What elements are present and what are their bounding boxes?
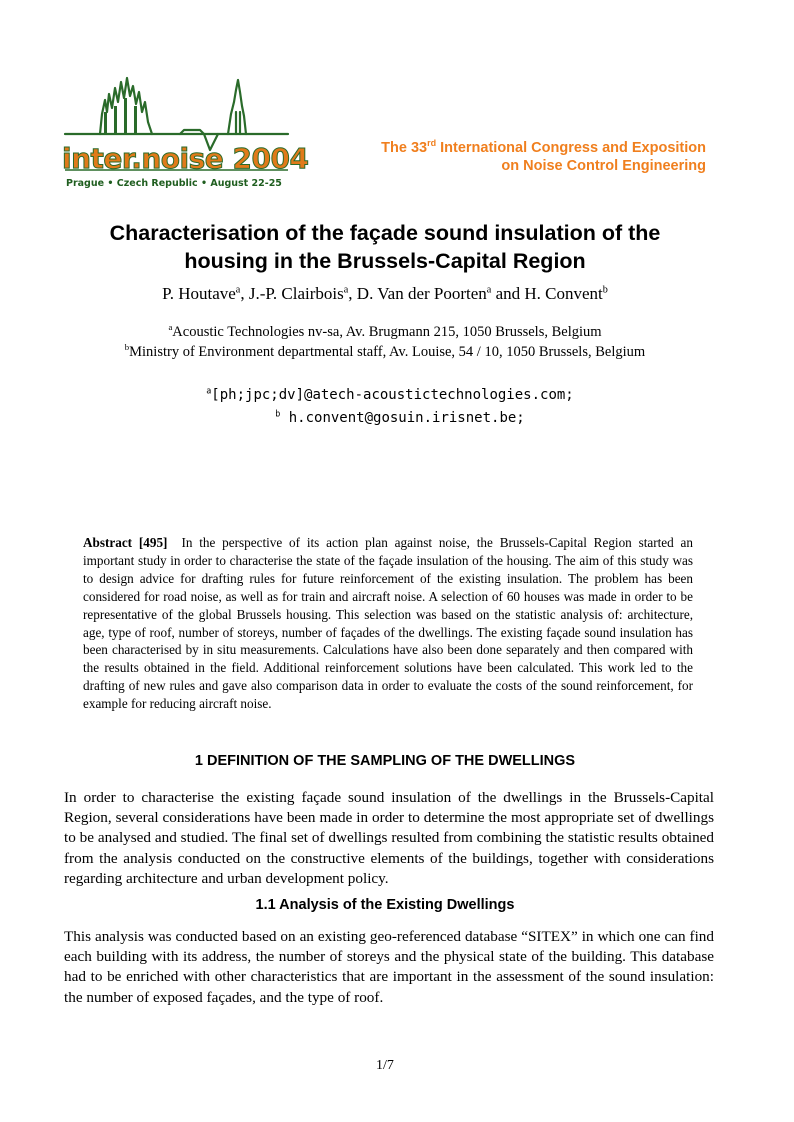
- prague-skyline-icon: [60, 72, 296, 194]
- page-number: 1/7: [376, 1058, 394, 1073]
- email: $^a$[ph;jpc;dv]@atech-acoustictechnologies.com;: [206, 385, 574, 403]
- abstract: [83, 534, 693, 713]
- section-heading: 1 DEFINITION OF THE SAMPLING OF THE DWELLINGS: [194, 753, 576, 769]
- abstract-label: Abstract [495]: [83, 535, 168, 550]
- affiliation: $^b$Ministry of Environment departmental staff, Av. Louise, 54 / 10, 1050 Brussels, Belgium: [124, 342, 646, 360]
- subsection-heading: 1.1 Analysis of the Existing Dwellings: [255, 897, 515, 913]
- congress-line-2: on Noise Control Engineering: [501, 158, 706, 174]
- affiliations: [40, 322, 730, 362]
- logo-wordmark: inter.noise 2004: [62, 142, 309, 175]
- author: D. Van der Poorten$^a$: [356, 284, 492, 303]
- author: H. Convent$^b$: [524, 284, 608, 303]
- abstract-text: In the perspective of its action plan against noise, the Brussels-Capital Region started an important study in order to characterise the state of the façade insulation of the housing. The aim of this study was to design advice for drafting rules for future reinforcement of the existing insulation. The problem has been considered for road noise, as well as for train and aircraft noise. A selection of 60 houses was made in order to be representative of the global Brussels housing. This selection was based on the statistic analysis of: architecture, age, type of roof, number of storeys, number of façades of the dwellings. The existing façade sound insulation has been characterised by in situ measurements. Calculations have also been done separately and then compared with the results obtained in the field. Additional reinforcement solutions have been calculated. This work led to the drafting of new rules and gave also comparison data in order to evaluate the costs of the sound reinforcement, for example for reducing aircraft noise.: [83, 535, 693, 712]
- subsection-paragraph: This analysis was conducted based on an existing geo-referenced database “SITEX” in which one can find each building with its address, the number of storeys and the physical state of the building. This database had to be enriched with other characteristics that are important in the assessment of the sound insulation: the number of exposed façades, and the type of roof.: [64, 928, 714, 1006]
- author: P. Houtave$^a$: [162, 284, 241, 303]
- conference-logo: [60, 72, 309, 194]
- congress-header: [381, 139, 706, 175]
- logo-tagline: Prague • Czech Republic • August 22-25: [66, 178, 282, 189]
- section-paragraph: In order to characterise the existing façade sound insulation of the dwellings in the Brussels-Capital Region, several considerations have been made in order to determine the most appropriate set of dwellings to be analysed and studied. The final set of dwellings resulted from combining the statistic results obtained from the analysis conducted on the constructive elements of the buildings, together with considerations regarding architecture and urban development policy.: [64, 789, 714, 887]
- contact-emails: [40, 384, 740, 430]
- email: $^b$ h.convent@gosuin.irisnet.be;: [275, 408, 525, 426]
- congress-line-1: The 33rd International Congress and Exposition: [381, 138, 706, 156]
- author: J.-P. Clairbois$^a$: [248, 284, 349, 303]
- author-list: P. Houtave$^a$, J.-P. Clairbois$^a$, D. Van der Poorten$^a$ and H. Convent$^b$: [162, 284, 608, 303]
- paper-title: Characterisation of the façade sound insulation of the housing in the Brussels-Capital Region: [109, 221, 661, 273]
- affiliation: $^a$Acoustic Technologies nv-sa, Av. Brugmann 215, 1050 Brussels, Belgium: [168, 322, 602, 340]
